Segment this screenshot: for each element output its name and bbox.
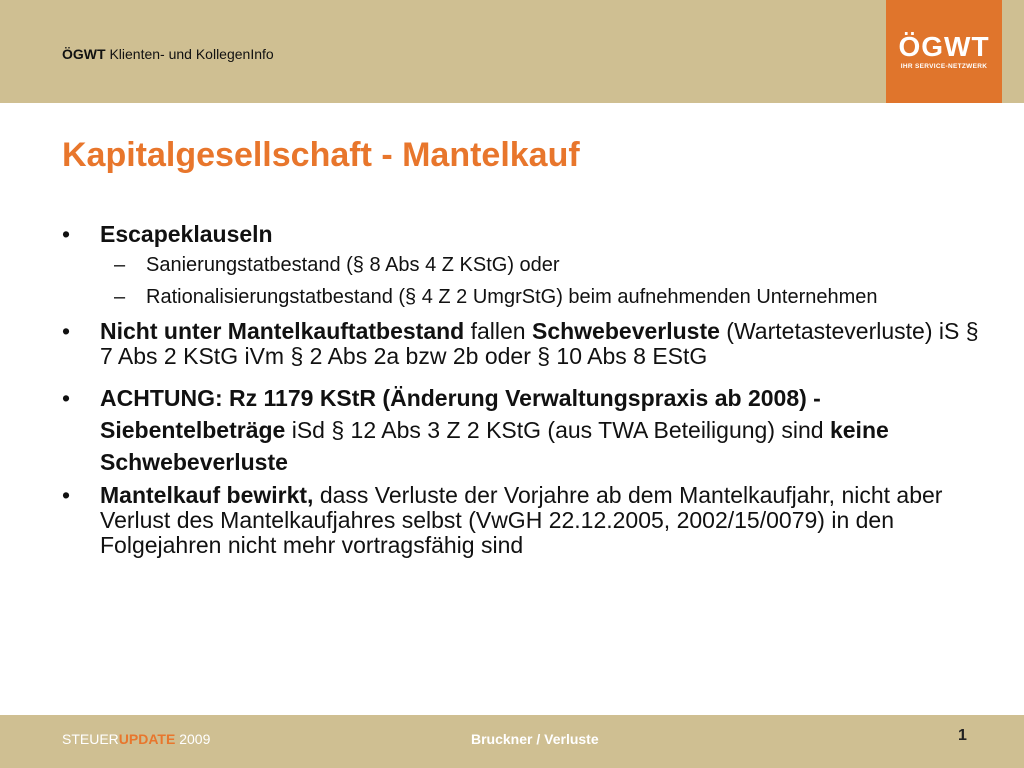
footer-update: UPDATE bbox=[118, 731, 176, 747]
bullet-bold: Schwebeverluste bbox=[531, 318, 720, 344]
bullet-escapeklauseln bbox=[62, 222, 992, 247]
footer-steuer: STEUER bbox=[62, 731, 119, 747]
footer-bar bbox=[0, 715, 1024, 768]
header-text bbox=[62, 46, 274, 62]
sub-bullet-text: Rationalisierungstatbestand (§ 4 Z 2 UmgrStG) beim aufnehmenden Unternehmen bbox=[146, 286, 878, 308]
header-brand: ÖGWT bbox=[62, 46, 106, 62]
bullet-bold: keine Schwebeverluste bbox=[100, 417, 889, 475]
header-bar bbox=[0, 0, 1024, 103]
dash-icon: – bbox=[114, 286, 126, 308]
logo-tagline: IHR SERVICE-NETZWERK bbox=[900, 63, 988, 70]
bullet-text: iSd § 12 Abs 3 Z 2 KStG (aus TWA Beteiligung) sind bbox=[285, 417, 830, 443]
header-subtitle: Klienten- und KollegenInfo bbox=[109, 46, 274, 62]
bullet-mantelkauftatbestand bbox=[62, 319, 992, 369]
bullet-achtung bbox=[62, 382, 992, 478]
dash-icon: – bbox=[114, 254, 126, 276]
bullet-bold: Escapeklauseln bbox=[100, 221, 273, 247]
bullet-text: fallen bbox=[464, 318, 532, 344]
footer-label bbox=[62, 731, 210, 747]
bullet-icon: • bbox=[62, 221, 71, 247]
bullet-text: dass Verluste der Vorjahre ab dem Mantelkaufjahr, nicht aber Verlust des Mantelkaufjahres selbst (VwGH 22.12.2005, 2002/15/0079) in den Folgejahren nicht mehr vortragsfähig sind bbox=[100, 482, 943, 558]
sub-bullet-text: Sanierungstatbestand (§ 8 Abs 4 Z KStG) oder bbox=[146, 254, 560, 276]
slide-title: Kapitalgesellschaft - Mantelkauf bbox=[62, 136, 580, 174]
page-number: 1 bbox=[958, 727, 967, 744]
bullet-icon: • bbox=[62, 385, 71, 411]
bullet-mantelkauf-bewirkt bbox=[62, 483, 992, 558]
bullet-bold: Nicht unter Mantelkauftatbestand bbox=[100, 318, 465, 344]
sub-bullet-sanierung bbox=[62, 254, 992, 276]
bullet-text: (Wartetasteverluste) iS § 7 Abs 2 KStG iVm § 2 Abs 2a bzw 2b oder § 10 Abs 8 EStG bbox=[100, 318, 979, 369]
logo-text: ÖGWT bbox=[898, 31, 990, 62]
slide-content bbox=[62, 222, 992, 558]
bullet-icon: • bbox=[62, 318, 71, 344]
footer-year: 2009 bbox=[175, 731, 211, 747]
footer-center: Bruckner / Verluste bbox=[471, 731, 599, 747]
bullet-icon: • bbox=[62, 482, 71, 508]
logo bbox=[886, 0, 1002, 103]
bullet-bold: ACHTUNG: Rz 1179 KStR (Änderung Verwaltungspraxis ab 2008) - Siebentelbeträge bbox=[100, 385, 821, 443]
sub-bullet-rationalisierung bbox=[62, 286, 992, 308]
bullet-bold: Mantelkauf bewirkt, bbox=[100, 482, 314, 508]
